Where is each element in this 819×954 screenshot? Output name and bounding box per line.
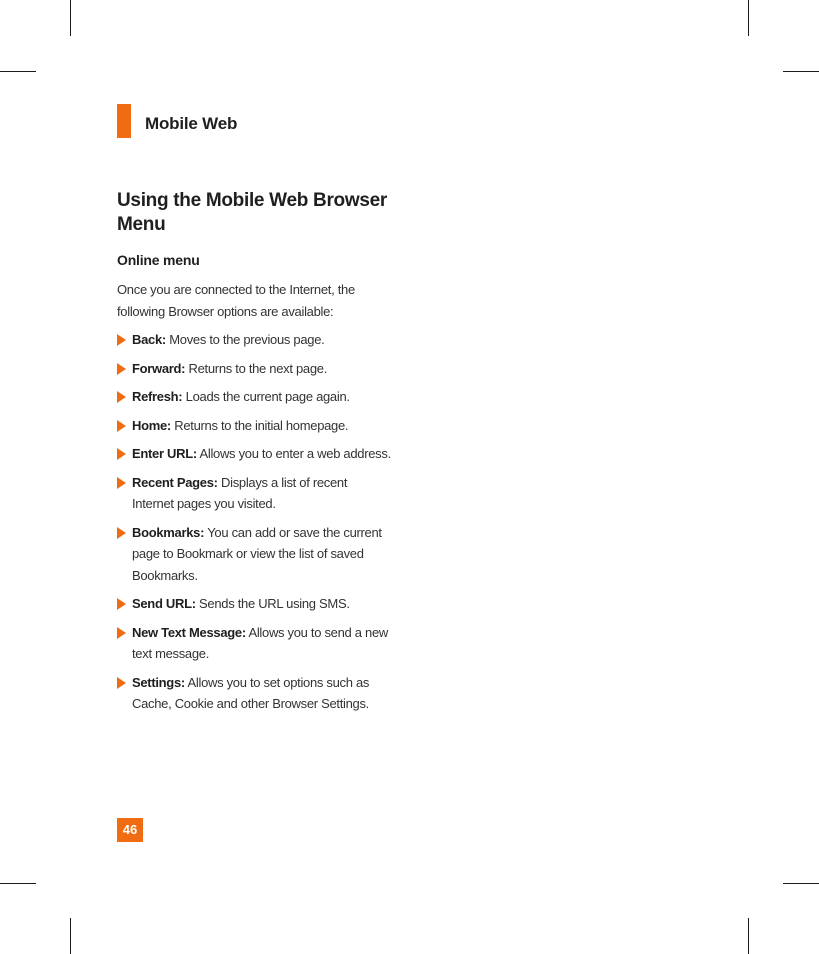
option-term: Send URL: <box>132 596 196 611</box>
option-term: Recent Pages: <box>132 474 218 490</box>
option-term: Enter URL: <box>132 446 197 461</box>
section-title: Mobile Web <box>145 114 238 133</box>
subheading: Online menu <box>117 252 200 268</box>
option-description: Sends the URL using SMS. <box>195 596 350 611</box>
browser-options-list <box>117 329 392 715</box>
list-item-send-url <box>117 593 392 615</box>
list-item-forward <box>117 358 392 380</box>
list-item-refresh <box>117 386 392 408</box>
arrow-icon <box>117 677 126 689</box>
option-description: Returns to the initial homepage. <box>170 417 349 433</box>
option-description: Allows you to set options such as Cache, Cookie and other Browser Settings. <box>132 674 370 711</box>
arrow-icon <box>117 420 126 432</box>
page-number-badge: 46 <box>117 818 143 842</box>
option-description: Allows you to enter a web address. <box>196 446 391 461</box>
page-heading: Using the Mobile Web Browser Menu <box>117 190 387 235</box>
section-accent-bar <box>117 104 131 138</box>
option-term: Settings: <box>132 674 185 690</box>
option-description: Allows you to send a new text message. <box>132 624 388 661</box>
arrow-icon <box>117 334 126 346</box>
crop-mark-bottom-left-horizontal <box>0 883 36 884</box>
arrow-icon <box>117 527 126 539</box>
list-item-enter-url <box>117 443 392 465</box>
option-description: You can add or save the current page to Bookmark or view the list of saved Bookmarks. <box>132 524 382 583</box>
crop-mark-bottom-right-horizontal <box>783 883 819 884</box>
list-item-recent-pages <box>117 472 392 515</box>
arrow-icon <box>117 391 126 403</box>
option-description: Displays a list of recent Internet pages you visited. <box>132 474 348 511</box>
crop-mark-top-left-horizontal <box>0 71 36 72</box>
list-item-settings <box>117 672 392 715</box>
crop-mark-top-left-vertical <box>70 0 71 36</box>
list-item-back <box>117 329 392 351</box>
main-content <box>117 189 392 722</box>
crop-mark-bottom-left-vertical <box>70 918 71 954</box>
option-description: Moves to the previous page. <box>165 332 325 347</box>
list-item-new-text-message <box>117 622 392 665</box>
list-item-home <box>117 415 392 437</box>
crop-mark-top-right-horizontal <box>783 71 819 72</box>
arrow-icon <box>117 627 126 639</box>
list-item-bookmarks <box>117 522 392 587</box>
arrow-icon <box>117 363 126 375</box>
option-term: Forward: <box>132 360 186 376</box>
arrow-icon <box>117 598 126 610</box>
intro-paragraph: Once you are connected to the Internet, the following Browser options are available: <box>117 282 355 319</box>
option-term: Refresh: <box>132 389 183 404</box>
option-term: Bookmarks: <box>132 524 205 540</box>
option-term: New Text Message: <box>132 624 246 640</box>
arrow-icon <box>117 448 126 460</box>
option-term: Back: <box>132 332 166 347</box>
crop-mark-bottom-right-vertical <box>748 918 749 954</box>
option-term: Home: <box>132 417 171 433</box>
arrow-icon <box>117 477 126 489</box>
option-description: Returns to the next page. <box>185 360 328 376</box>
crop-mark-top-right-vertical <box>748 0 749 36</box>
option-description: Loads the current page again. <box>182 389 350 404</box>
